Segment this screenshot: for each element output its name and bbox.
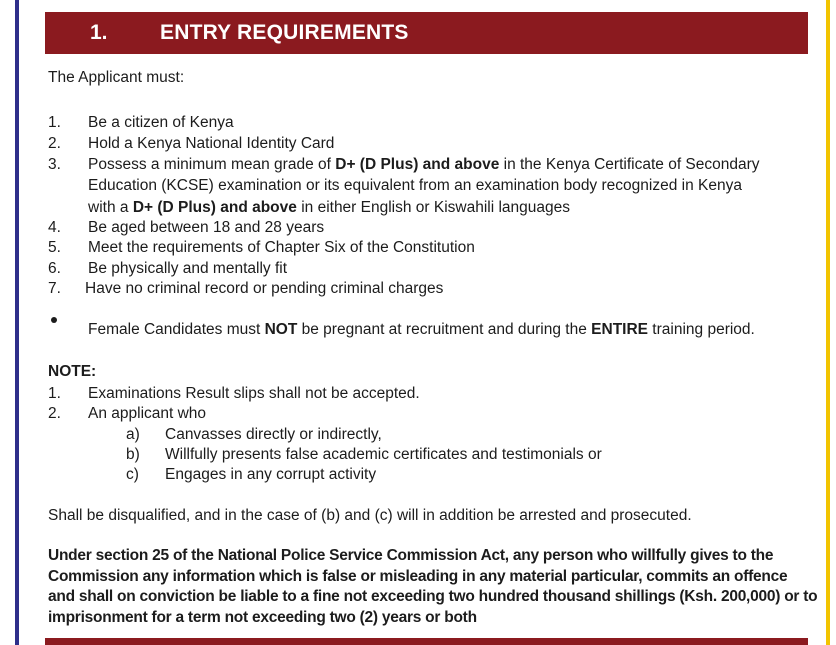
- req-3-text-f: in either English or Kiswahili languages: [296, 199, 571, 216]
- female-note-entire: ENTIRE: [591, 321, 648, 338]
- female-candidates-note: [88, 320, 755, 340]
- req-7-text: Have no criminal record or pending criminal charges: [85, 280, 444, 297]
- female-note-c: be pregnant at recruitment and during the: [297, 321, 592, 338]
- note-1-number: 1.: [48, 385, 61, 402]
- req-3-text-a: Possess a minimum mean grade of: [88, 156, 336, 173]
- note-sub-a-text: Canvasses directly or indirectly,: [165, 426, 382, 443]
- legal-line-4: imprisonment for a term not exceeding two (2) years or both: [48, 608, 477, 626]
- note-sub-b-letter: b): [126, 446, 140, 463]
- section-header: [45, 12, 808, 54]
- bullet-dot-icon: [51, 317, 57, 323]
- section-number: 1.: [90, 21, 108, 44]
- female-note-e: training period.: [648, 321, 755, 338]
- req-3-grade-bold-2: D+ (D Plus) and above: [132, 199, 297, 216]
- legal-line-3: and shall on conviction be liable to a fine not exceeding two hundred thousand shillings (Ksh. 200,000) or to: [48, 588, 818, 605]
- right-border-rule: [826, 0, 830, 645]
- note-sub-a-letter: a): [126, 426, 140, 443]
- req-2-text: Hold a Kenya National Identity Card: [88, 135, 335, 152]
- legal-line-2: Commission any information which is false or misleading in any material particular, commits an offence: [48, 567, 788, 585]
- req-2-number: 2.: [48, 135, 61, 152]
- note-sub-b-text: Willfully presents false academic certificates and testimonials or: [165, 446, 602, 463]
- note-1-text: Examinations Result slips shall not be accepted.: [88, 385, 420, 402]
- req-6-text: Be physically and mentally fit: [88, 260, 288, 277]
- left-border-rule: [15, 0, 19, 645]
- footer-bar: [45, 638, 808, 645]
- req-6-number: 6.: [48, 260, 61, 277]
- req-3-line-2: Education (KCSE) examination or its equivalent from an examination body recognized in Kenya: [88, 177, 742, 194]
- legal-paragraph: [48, 546, 816, 628]
- female-note-not: NOT: [264, 321, 298, 338]
- note-sub-c-text: Engages in any corrupt activity: [165, 466, 377, 483]
- req-1-number: 1.: [48, 114, 61, 131]
- intro-text: The Applicant must:: [48, 69, 185, 86]
- req-3-grade-bold: D+ (D Plus) and above: [335, 156, 500, 173]
- req-5-number: 5.: [48, 239, 61, 256]
- female-note-a: Female Candidates must: [88, 321, 265, 338]
- legal-line-1: Under section 25 of the National Police Service Commission Act, any person who willfully gives to the: [48, 547, 774, 564]
- req-4-text: Be aged between 18 and 28 years: [88, 219, 325, 236]
- req-1-text: Be a citizen of Kenya: [88, 114, 234, 131]
- req-3-text-d: with a: [88, 199, 133, 216]
- note-sub-c-letter: c): [126, 466, 139, 483]
- note-label: NOTE:: [48, 363, 97, 380]
- req-3-line-1: [88, 155, 760, 175]
- note-2-text: An applicant who: [88, 405, 207, 422]
- req-5-text: Meet the requirements of Chapter Six of the Constitution: [88, 239, 475, 256]
- req-3-text-c: in the Kenya Certificate of Secondary: [499, 156, 760, 173]
- disqualified-text: Shall be disqualified, and in the case of (b) and (c) will in addition be arrested and prosecuted.: [48, 507, 692, 524]
- req-4-number: 4.: [48, 219, 61, 236]
- req-3-number: 3.: [48, 156, 61, 173]
- req-7-number: 7.: [48, 280, 61, 297]
- req-3-line-3: [88, 198, 570, 218]
- note-2-number: 2.: [48, 405, 61, 422]
- section-title: ENTRY REQUIREMENTS: [160, 21, 409, 44]
